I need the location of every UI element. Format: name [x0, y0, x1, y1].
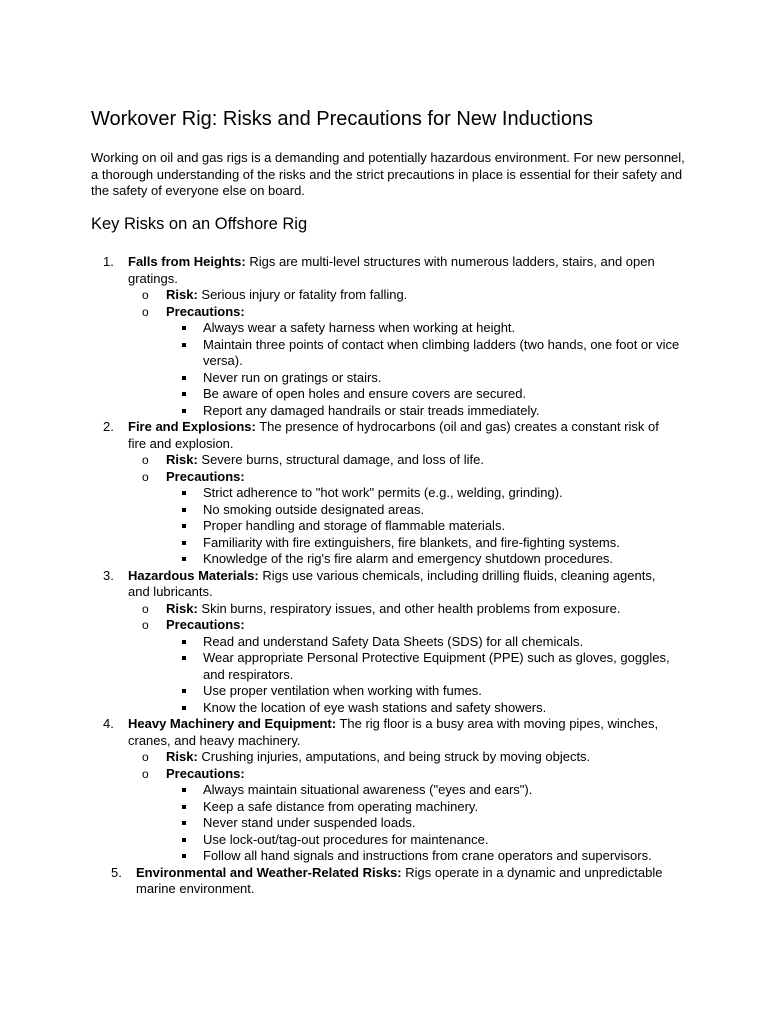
precautions-label: Precautions:: [166, 765, 245, 781]
risk-heading: [128, 419, 680, 452]
list-number: 1.: [103, 254, 114, 269]
precautions-list: [166, 634, 680, 717]
precaution-item: [166, 815, 680, 832]
precaution-text: Never stand under suspended loads.: [203, 815, 416, 830]
circle-bullet-icon: o: [142, 750, 149, 764]
list-number: 4.: [103, 716, 114, 731]
risk-heading: [128, 716, 680, 749]
square-bullet-icon: [182, 689, 186, 693]
precaution-item: [166, 485, 680, 502]
square-bullet-icon: [182, 656, 186, 660]
precaution-text: Know the location of eye wash stations and safety showers.: [203, 699, 547, 715]
square-bullet-icon: [182, 326, 186, 330]
precaution-text: Never run on gratings or stairs.: [203, 369, 382, 385]
risk-item: [0, 568, 768, 717]
precaution-text: Always wear a safety harness when working at height.: [203, 320, 516, 335]
list-number: 5.: [111, 864, 122, 880]
square-bullet-icon: [182, 838, 186, 842]
precaution-item: [166, 337, 680, 370]
risk-heading: [128, 568, 680, 601]
square-bullet-icon: [182, 788, 186, 792]
precautions-line: [128, 469, 680, 568]
precautions-label: Precautions:: [166, 303, 245, 319]
risk-line: [128, 601, 680, 618]
precaution-item: [166, 403, 680, 420]
square-bullet-icon: [182, 805, 186, 809]
precautions-line: [128, 766, 680, 865]
list-number: 3.: [103, 567, 114, 583]
precaution-item: [166, 518, 680, 535]
precaution-text: Knowledge of the rig's fire alarm and emergency shutdown procedures.: [203, 551, 614, 566]
square-bullet-icon: [182, 392, 186, 396]
precaution-item: [166, 848, 680, 865]
circle-bullet-icon: o: [142, 469, 149, 484]
precaution-text: No smoking outside designated areas.: [203, 501, 425, 517]
risk-sub-list: [128, 749, 680, 865]
circle-bullet-icon: o: [142, 601, 149, 616]
risk-heading: [128, 254, 680, 287]
risk-consequence: Serious injury or fatality from falling.: [197, 287, 408, 302]
precaution-item: [166, 799, 680, 816]
risk-consequence: Skin burns, respiratory issues, and other health problems from exposure.: [197, 600, 621, 616]
precaution-text: Read and understand Safety Data Sheets (SDS) for all chemicals.: [203, 633, 584, 649]
risk-name: Heavy Machinery and Equipment:: [128, 716, 337, 731]
precaution-item: [166, 320, 680, 337]
list-number: 2.: [103, 419, 114, 434]
intro-paragraph: Working on oil and gas rigs is a demanding and potentially hazardous environment. For new personnel, a thorough understanding of the risks and the strict precautions in place is essential for their safety and the safety of everyone else on board.: [91, 150, 685, 198]
precaution-item: [166, 370, 680, 387]
precaution-item: [166, 386, 680, 403]
precaution-item: [166, 551, 680, 568]
document-title: Workover Rig: Risks and Precautions for New Inductions: [91, 108, 594, 130]
precaution-item: [166, 502, 680, 519]
risk-name: Fire and Explosions:: [128, 419, 256, 434]
square-bullet-icon: [182, 854, 186, 858]
risk-label: Risk:: [166, 287, 198, 302]
precautions-label: Precautions:: [166, 468, 245, 484]
risk-sub-list: [128, 601, 680, 717]
risk-description: Rigs are multi-level structures with numerous ladders, stairs, and open gratings.: [128, 254, 655, 286]
circle-bullet-icon: o: [142, 288, 149, 302]
precautions-line: [128, 617, 680, 716]
risk-item: [0, 716, 768, 865]
precaution-item: [166, 700, 680, 717]
precaution-text: Be aware of open holes and ensure covers are secured.: [203, 386, 527, 401]
risk-sub-list: [128, 452, 680, 568]
precaution-text: Always maintain situational awareness ("eyes and ears").: [203, 782, 533, 797]
risk-item: [0, 254, 768, 419]
square-bullet-icon: [182, 343, 186, 347]
precaution-item: [166, 650, 680, 683]
precaution-text: Report any damaged handrails or stair treads immediately.: [203, 402, 540, 418]
square-bullet-icon: [182, 508, 186, 512]
risk-line: [128, 749, 680, 766]
square-bullet-icon: [182, 557, 186, 561]
precaution-text: Maintain three points of contact when climbing ladders (two hands, one foot or vice versa).: [203, 336, 680, 368]
risk-description: The rig floor is a busy area with moving pipes, winches, cranes, and heavy machinery.: [128, 716, 659, 748]
square-bullet-icon: [182, 706, 186, 710]
risk-name: Hazardous Materials:: [128, 567, 259, 583]
precaution-item: [166, 535, 680, 552]
risk-consequence: Severe burns, structural damage, and loss of life.: [197, 452, 484, 467]
precaution-item: [166, 634, 680, 651]
risk-label: Risk:: [166, 749, 198, 764]
precaution-text: Use proper ventilation when working with fumes.: [203, 683, 482, 698]
square-bullet-icon: [182, 821, 186, 825]
precautions-list: [166, 320, 680, 419]
risk-list: [0, 254, 768, 898]
square-bullet-icon: [182, 409, 186, 413]
circle-bullet-icon: o: [142, 618, 149, 632]
risk-item: [0, 419, 768, 568]
circle-bullet-icon: o: [142, 453, 149, 467]
precaution-item: [166, 832, 680, 849]
risk-name: Falls from Heights:: [128, 254, 246, 269]
risk-heading: [136, 865, 680, 898]
risk-line: [128, 287, 680, 304]
risk-label: Risk:: [166, 600, 198, 616]
square-bullet-icon: [182, 524, 186, 528]
precautions-line: [128, 304, 680, 420]
square-bullet-icon: [182, 541, 186, 545]
risk-name: Environmental and Weather-Related Risks:: [136, 864, 402, 880]
precaution-text: Wear appropriate Personal Protective Equipment (PPE) such as gloves, goggles, and respirators.: [203, 650, 670, 682]
risk-consequence: Crushing injuries, amputations, and being struck by moving objects.: [197, 749, 591, 764]
risk-sub-list: [128, 287, 680, 419]
risk-label: Risk:: [166, 452, 198, 467]
precaution-text: Follow all hand signals and instructions from crane operators and supervisors.: [203, 848, 652, 863]
precaution-text: Proper handling and storage of flammable materials.: [203, 518, 506, 533]
precaution-text: Keep a safe distance from operating machinery.: [203, 798, 479, 814]
circle-bullet-icon: o: [142, 304, 149, 319]
risk-item: [0, 865, 768, 898]
precautions-label: Precautions:: [166, 617, 245, 632]
precaution-item: [166, 683, 680, 700]
square-bullet-icon: [182, 640, 186, 644]
square-bullet-icon: [182, 491, 186, 495]
risk-description: Rigs operate in a dynamic and unpredictable marine environment.: [136, 864, 663, 896]
risk-description: Rigs use various chemicals, including drilling fluids, cleaning agents, and lubricants.: [128, 567, 656, 599]
precaution-text: Use lock-out/tag-out procedures for maintenance.: [203, 831, 489, 847]
precautions-list: [166, 485, 680, 568]
precaution-item: [166, 782, 680, 799]
square-bullet-icon: [182, 376, 186, 380]
precaution-text: Strict adherence to "hot work" permits (e.g., welding, grinding).: [203, 485, 563, 500]
precautions-list: [166, 782, 680, 865]
precaution-text: Familiarity with fire extinguishers, fire blankets, and fire-fighting systems.: [203, 534, 620, 550]
section-heading: Key Risks on an Offshore Rig: [91, 215, 308, 233]
risk-line: [128, 452, 680, 469]
risk-description: The presence of hydrocarbons (oil and gas) creates a constant risk of fire and explosion.: [128, 419, 659, 451]
circle-bullet-icon: o: [142, 766, 149, 781]
